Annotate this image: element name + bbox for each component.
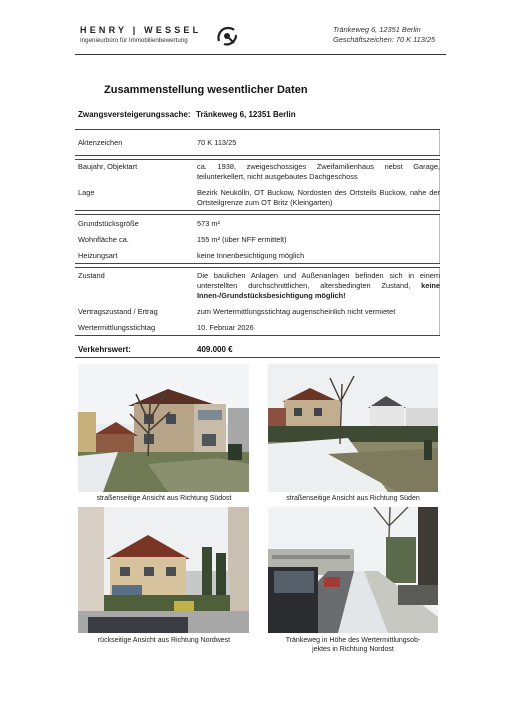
value-vertrag: zum Wertermittlungsstichtag augenscheinlich nicht vermietet (197, 307, 396, 316)
page-title: Zusammenstellung wesentlicher Daten (104, 84, 308, 96)
label-grundstueck: Grundstücksgröße (78, 219, 139, 228)
value-stichtag: 10. Februar 2026 (197, 323, 254, 332)
table-rule (75, 357, 440, 358)
case-label: Zwangsversteigerungssache: (78, 110, 191, 119)
label-baujahr: Baujahr, Objektart (78, 162, 138, 171)
label-heizung: Heizungsart (78, 251, 118, 260)
case-address: Tränkeweg 6, 12351 Berlin (196, 110, 296, 119)
label-lage: Lage (78, 188, 95, 197)
case-line (78, 110, 296, 119)
value-grundstueck: 573 m² (197, 219, 221, 228)
header-reference: Geschäftszeichen: 70 K 113/25 (333, 35, 436, 44)
value-baujahr: ca. 1938, zweigeschossiges Zweifamilienhaus nebst Garage, teilunterkellert, nicht ausgebautes Dachgeschoss (197, 162, 440, 181)
verkehrswert-label: Verkehrswert: (78, 345, 131, 354)
label-vertrag: Vertragszustand / Ertrag (78, 307, 158, 316)
label-zustand: Zustand (78, 271, 105, 280)
company-logo (80, 25, 201, 44)
photo-caption: rückseitige Ansicht aus Richtung Nordwest (97, 637, 231, 644)
table-rule (75, 159, 440, 160)
photo-street-northeast (268, 507, 438, 633)
company-subtitle: Ingenieurbüro für Immobilienbewertung (80, 37, 188, 44)
header-info (333, 25, 435, 45)
header-divider (75, 54, 446, 55)
value-zustand-text: Die baulichen Anlagen und Außenanlagen befinden sich in einem unterstellten durchschnittlichen, altersbedingten Zustand, (197, 271, 440, 290)
photo-caption-line: Tränkeweg in Höhe des Wertermittlungsob- (285, 637, 421, 644)
company-logo-icon (215, 25, 239, 47)
photo-northwest (78, 507, 249, 633)
table-rule (75, 267, 440, 268)
value-heizung: keine Innenbesichtigung möglich (197, 251, 305, 260)
table-rule (75, 263, 440, 264)
label-stichtag: Wertermittlungsstichtag (78, 323, 156, 332)
photo-caption: straßenseitige Ansicht aus Richtung Süden (286, 495, 420, 502)
table-rule (75, 214, 440, 215)
photo-caption (264, 636, 442, 654)
verkehrswert-value: 409.000 € (197, 345, 233, 354)
value-lage: Bezirk Neukölln, OT Buckow, Nordosten des Ortsteils Buckow, nahe der Ortsteilgrenze zum OT Britz (Kleingarten) (197, 188, 440, 207)
photo-caption: straßenseitige Ansicht aus Richtung Südost (96, 495, 232, 502)
table-rule (75, 129, 440, 130)
table-rule (75, 155, 440, 156)
header-address: Tränkeweg 6, 12351 Berlin (333, 25, 421, 34)
photo-south (268, 364, 438, 492)
photo-southeast (78, 364, 249, 492)
value-wohnflaeche: 155 m² (über NFF ermittelt) (197, 235, 287, 244)
table-rule (75, 210, 440, 211)
label-aktenzeichen: Aktenzeichen (78, 138, 123, 147)
company-name: HENRY | WESSEL (80, 25, 202, 35)
label-wohnflaeche: Wohnfläche ca. (78, 235, 129, 244)
value-zustand (197, 271, 440, 301)
photo-caption-line: jektes in Richtung Nordost (312, 646, 394, 653)
table-rule (75, 335, 440, 336)
value-aktenzeichen: 70 K 113/25 (197, 138, 237, 147)
value-zustand-bold: keine Innen-/Grundstücksbesichtigung möglich! (197, 281, 440, 300)
